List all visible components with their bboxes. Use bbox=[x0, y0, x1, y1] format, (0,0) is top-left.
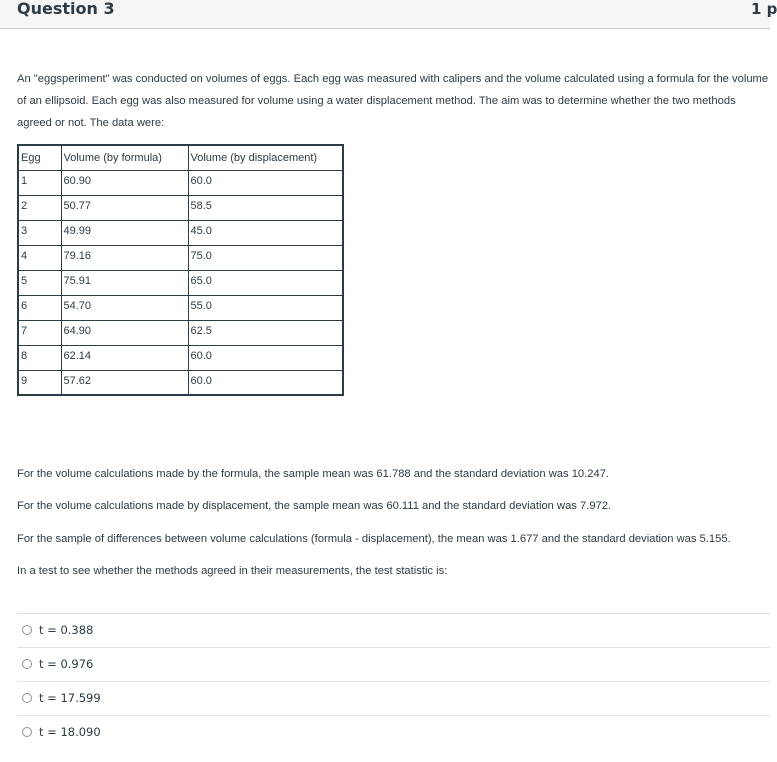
table-row bbox=[18, 295, 343, 320]
question-intro: An "eggsperiment" was conducted on volumes of eggs. Each egg was measured with calipers and the volume calculated using a formula for the volume of an ellipsoid. Each egg was also measured for volume using a water displacement method. The aim was to determine whether the two methods agreed or not. The data were: bbox=[17, 73, 769, 129]
cell-displacement: 55.0 bbox=[188, 295, 343, 320]
table-row bbox=[18, 245, 343, 270]
radio-button-icon[interactable] bbox=[22, 625, 32, 635]
table-row bbox=[18, 195, 343, 220]
answer-options bbox=[17, 613, 770, 749]
answer-label: t = 0.388 bbox=[39, 623, 94, 637]
cell-egg: 6 bbox=[18, 295, 61, 320]
cell-displacement: 75.0 bbox=[188, 245, 343, 270]
cell-formula: 62.14 bbox=[61, 345, 188, 370]
answer-label: t = 18.090 bbox=[39, 725, 101, 739]
cell-formula: 60.90 bbox=[61, 170, 188, 195]
displacement-stats-text: For the volume calculations made by displacement, the sample mean was 60.111 and the standard deviation was 7.972. bbox=[17, 500, 612, 512]
radio-button-icon[interactable] bbox=[22, 659, 32, 669]
cell-formula: 57.62 bbox=[61, 370, 188, 395]
cell-egg: 4 bbox=[18, 245, 61, 270]
cell-formula: 49.99 bbox=[61, 220, 188, 245]
cell-displacement: 58.5 bbox=[188, 195, 343, 220]
question-points: 1 p bbox=[751, 0, 777, 18]
answer-option-4[interactable] bbox=[17, 715, 770, 749]
cell-formula: 64.90 bbox=[61, 320, 188, 345]
header-cell-displacement: Volume (by displacement) bbox=[188, 145, 343, 170]
cell-displacement: 60.0 bbox=[188, 170, 343, 195]
table-row bbox=[18, 220, 343, 245]
radio-button-icon[interactable] bbox=[22, 693, 32, 703]
cell-egg: 1 bbox=[18, 170, 61, 195]
cell-formula: 54.70 bbox=[61, 295, 188, 320]
question-title: Question 3 bbox=[17, 0, 115, 18]
answer-option-2[interactable] bbox=[17, 647, 770, 681]
header-cell-egg: Egg bbox=[18, 145, 61, 170]
cell-formula: 75.91 bbox=[61, 270, 188, 295]
answer-option-3[interactable] bbox=[17, 681, 770, 715]
answer-option-1[interactable] bbox=[17, 613, 770, 647]
table-header-row bbox=[18, 145, 343, 170]
cell-egg: 5 bbox=[18, 270, 61, 295]
cell-displacement: 65.0 bbox=[188, 270, 343, 295]
table-row bbox=[18, 345, 343, 370]
cell-displacement: 62.5 bbox=[188, 320, 343, 345]
table-row bbox=[18, 270, 343, 295]
egg-data-table bbox=[17, 144, 344, 396]
cell-formula: 50.77 bbox=[61, 195, 188, 220]
cell-displacement: 45.0 bbox=[188, 220, 343, 245]
answer-label: t = 0.976 bbox=[39, 657, 94, 671]
cell-egg: 8 bbox=[18, 345, 61, 370]
table-row bbox=[18, 370, 343, 395]
formula-stats-text: For the volume calculations made by the formula, the sample mean was 61.788 and the standard deviation was 10.247. bbox=[17, 468, 610, 480]
cell-formula: 79.16 bbox=[61, 245, 188, 270]
cell-egg: 7 bbox=[18, 320, 61, 345]
question-prompt: In a test to see whether the methods agreed in their measurements, the test statistic is: bbox=[17, 565, 448, 577]
cell-egg: 2 bbox=[18, 195, 61, 220]
cell-egg: 3 bbox=[18, 220, 61, 245]
question-header bbox=[0, 0, 777, 29]
differences-stats-text: For the sample of differences between volume calculations (formula - displacement), the mean was 1.677 and the standard deviation was 5.155. bbox=[17, 533, 731, 545]
table-row bbox=[18, 320, 343, 345]
header-cell-formula: Volume (by formula) bbox=[61, 145, 188, 170]
table-row bbox=[18, 170, 343, 195]
answer-label: t = 17.599 bbox=[39, 691, 101, 705]
cell-egg: 9 bbox=[18, 370, 61, 395]
cell-displacement: 60.0 bbox=[188, 345, 343, 370]
cell-displacement: 60.0 bbox=[188, 370, 343, 395]
radio-button-icon[interactable] bbox=[22, 727, 32, 737]
